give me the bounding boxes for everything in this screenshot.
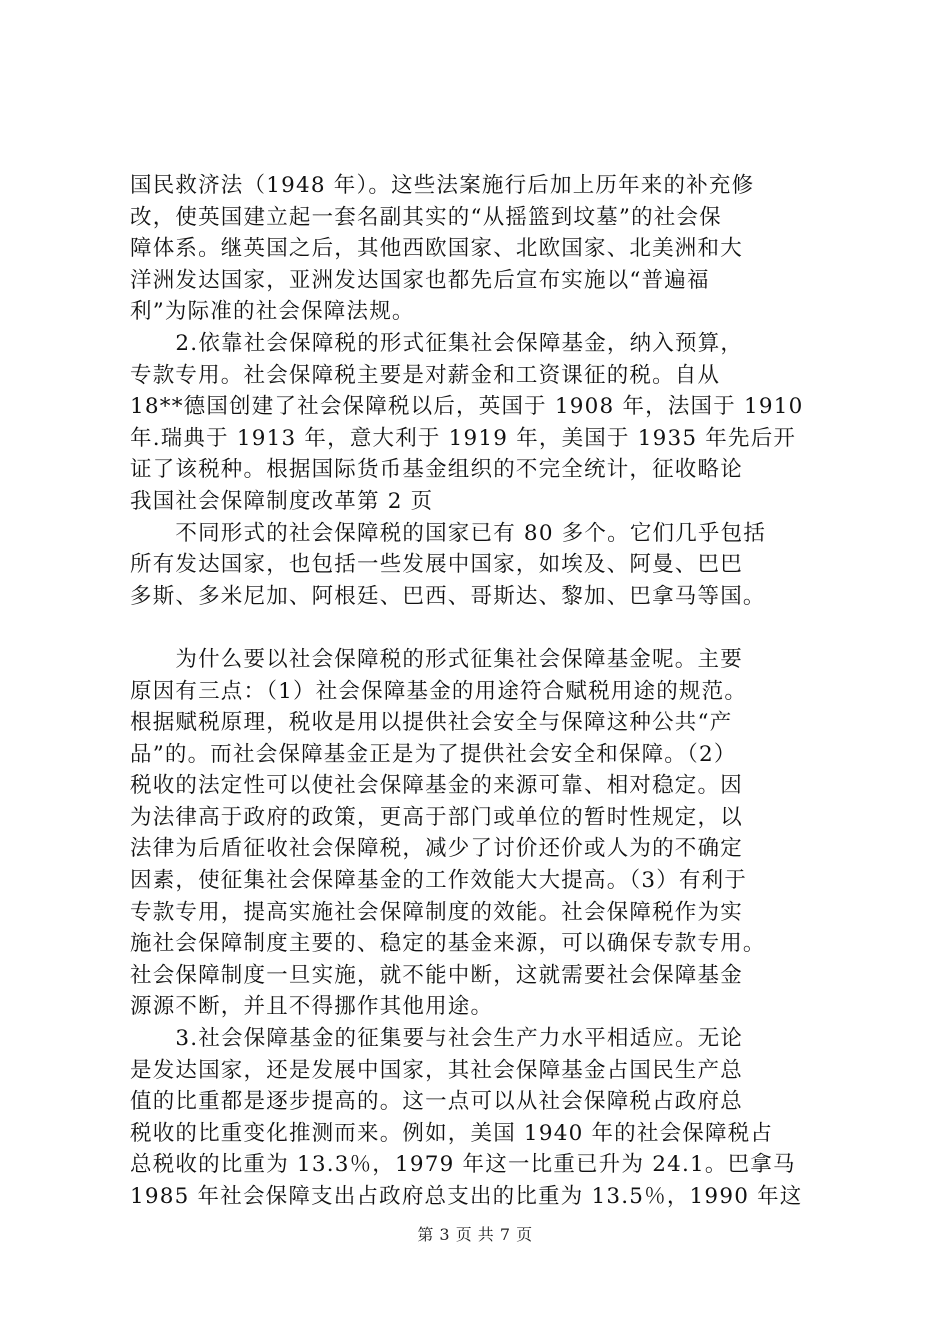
text-line: 3.社会保障基金的征集要与社会生产力水平相适应。无论	[130, 1026, 744, 1052]
text-line: 为什么要以社会保障税的形式征集社会保障基金呢。主要	[130, 646, 743, 672]
text-line: 因素，使征集社会保障基金的工作效能大大提高。（3）有利于	[130, 868, 748, 894]
text-line: 根据赋税原理，税收是用以提供社会安全与保障这种公共“产	[130, 710, 733, 736]
text-line: 障体系。继英国之后，其他西欧国家、北欧国家、北美洲和大	[130, 236, 743, 262]
text-line: 原因有三点：（1）社会保障基金的用途符合赋税用途的规范。	[130, 678, 748, 704]
text-line: 我国社会保障制度改革第 2 页	[130, 488, 434, 514]
text-line: 税收的比重变化推测而来。例如，美国 1940 年的社会保障税占	[130, 1120, 774, 1146]
text-line: 年.瑞典于 1913 年，意大利于 1919 年，美国于 1935 年先后开	[130, 425, 797, 451]
text-line: 品”的。而社会保障基金正是为了提供社会安全和保障。（2）	[130, 741, 737, 767]
text-line: 所有发达国家，也包括一些发展中国家，如埃及、阿曼、巴巴	[130, 552, 743, 578]
text-line: 法律为后盾征收社会保障税，减少了讨价还价或人为的不确定	[130, 836, 743, 862]
text-line: 专款专用。社会保障税主要是对薪金和工资课征的税。自从	[130, 362, 721, 388]
text-line: 是发达国家，还是发展中国家，其社会保障基金占国民生产总	[130, 1057, 743, 1083]
text-line: 源源不断，并且不得挪作其他用途。	[130, 994, 494, 1020]
text-line: 值的比重都是逐步提高的。这一点可以从社会保障税占政府总	[130, 1089, 743, 1115]
text-line: 社会保障制度一旦实施，就不能中断，这就需要社会保障基金	[130, 962, 743, 988]
text-line: 改，使英国建立起一套名副其实的“从摇篮到坟墓”的社会保	[130, 204, 722, 230]
text-line: 18**德国创建了社会保障税以后，英国于 1908 年，法国于 1910	[130, 394, 804, 420]
body-text	[130, 170, 835, 1213]
text-line: 1985 年社会保障支出占政府总支出的比重为 13.5％，1990 年这	[130, 1184, 803, 1209]
text-line: 专款专用，提高实施社会保障制度的效能。社会保障税作为实	[130, 899, 743, 925]
blank-line	[130, 612, 835, 644]
page-footer: 第 3 页 共 7 页	[417, 1225, 533, 1244]
text-line: 总税收的比重为 13.3％，1979 年这一比重已升为 24.1。巴拿马	[130, 1152, 796, 1178]
text-line: 利”为际准的社会保障法规。	[130, 299, 415, 325]
text-line: 不同形式的社会保障税的国家已有 80 多个。它们几乎包括	[130, 520, 767, 546]
text-line: 为法律高于政府的政策，更高于部门或单位的暂时性规定，以	[130, 804, 743, 830]
text-line: 2.依靠社会保障税的形式征集社会保障基金，纳入预算，	[130, 330, 744, 356]
text-line: 多斯、多米尼加、阿根廷、巴西、哥斯达、黎加、巴拿马等国。	[130, 583, 766, 609]
text-line: 国民救济法（1948 年）。这些法案施行后加上历年来的补充修	[130, 173, 755, 198]
text-line: 洋洲发达国家，亚洲发达国家也都先后宣布实施以“普遍福	[130, 267, 710, 293]
text-line: 税收的法定性可以使社会保障基金的来源可靠、相对稳定。因	[130, 773, 743, 799]
text-line: 施社会保障制度主要的、稳定的基金来源，可以确保专款专用。	[130, 931, 766, 957]
text-line: 证了该税种。根据国际货币基金组织的不完全统计，征收略论	[130, 457, 743, 483]
